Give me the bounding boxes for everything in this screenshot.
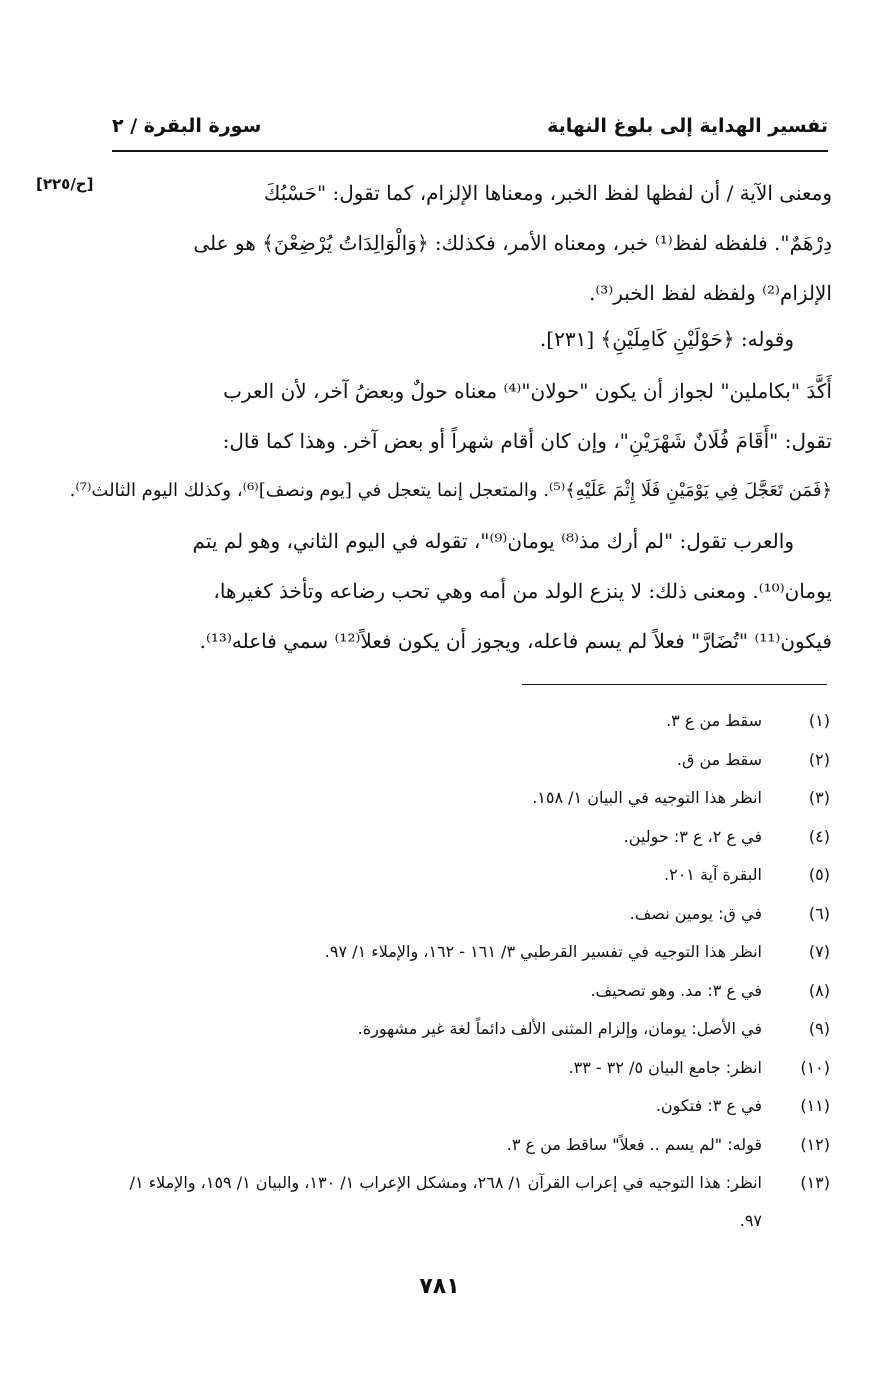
footnote-item — [112, 1164, 830, 1240]
page-number: ٧٨١ — [419, 1274, 460, 1299]
text-line: ومعنى الآية / أن لفظها لفظ الخبر، ومعناها الإلزام، كما تقول: "حَسْبُكَ — [263, 181, 832, 205]
text-line: دِرْهَمٌ". فلفظه لفظ⁽¹⁾ خبر، ومعناه الأمر، فكذلك: ﴿وَالْوَالِدَاتُ يُرْضِعْنَ﴾ هو على — [193, 231, 832, 255]
footnote-number: (٦) — [808, 903, 830, 923]
footnote-text: انظر هذا التوجيه في تفسير القرطبي ٣/ ١٦١ - ١٦٢، والإملاء ١/ ٩٧. — [324, 942, 762, 961]
footnote-number: (٢) — [808, 749, 830, 769]
footnote-text: في ع ٣: فتكون. — [655, 1096, 762, 1115]
footnote-text: انظر: جامع البيان ٥/ ٣٢ - ٣٣. — [568, 1057, 762, 1077]
footnote-number: (٤) — [808, 826, 830, 846]
text-line: ﴿فَمَن تَعَجَّلَ فِي يَوْمَيْنِ فَلَا إِثْمَ عَلَيْهِ﴾⁽⁵⁾. والمتعجل إنما يتعجل في [يوم ونصف]⁽⁶⁾، وكذلك اليوم الثالث⁽⁷⁾. — [69, 480, 832, 501]
text-line: أَكَّدَ "بكاملين" لجواز أن يكون "حولان"⁽⁴⁾ معناه حولٌ وبعضُ آخر، لأن العرب — [223, 379, 832, 403]
paragraph-1 — [108, 168, 832, 318]
footnote-text: سقط من ق. — [676, 749, 762, 769]
footnote-number: (٣) — [808, 788, 830, 807]
text-line: الإلزام⁽²⁾ ولفظه لفظ الخبر⁽³⁾. — [588, 281, 832, 305]
footnotes — [112, 702, 830, 1240]
footnote-item — [112, 702, 830, 741]
footnote-number: (٨) — [808, 980, 830, 1000]
text-line: يومان⁽¹⁰⁾. ومعنى ذلك: لا ينزع الولد من أمه وهي تحب رضاعه وتأخذ كغيرها، — [213, 579, 832, 603]
footnote-text: سقط من ع ٣. — [666, 711, 762, 730]
footnote-separator — [522, 684, 827, 685]
footnote-text: انظر: هذا التوجيه في إعراب القرآن ١/ ٢٦٨، ومشكل الإعراب ١/ ١٣٠، والبيان ١/ ١٥٩، والإملاء ١/ ٩٧. — [129, 1173, 762, 1230]
footnote-item — [112, 741, 830, 780]
footnote-number: (١٠) — [800, 1057, 830, 1077]
text-line: تقول: "أَقَامَ فُلَانٌ شَهْرَيْنِ"، وإن كان أقام شهراً أو بعض آخر. وهذا كما قال: — [222, 429, 832, 453]
header-rule — [112, 150, 828, 152]
footnote-number: (١٢) — [800, 1134, 830, 1154]
footnote-text: في ع ٢، ع ٣: حولين. — [623, 826, 762, 846]
paragraph-4 — [108, 516, 832, 666]
footnote-item — [112, 933, 830, 972]
footnote-number: (١٣) — [800, 1173, 830, 1192]
surah-label: سورة البقرة / ٢ — [112, 115, 262, 137]
footnote-text: البقرة آية ٢٠١. — [664, 865, 762, 884]
footnote-number: (١) — [808, 711, 830, 730]
footnote-number: (١١) — [800, 1096, 830, 1115]
footnote-item — [112, 856, 830, 895]
running-header — [112, 108, 828, 144]
footnote-item — [112, 1087, 830, 1126]
footnote-item — [112, 972, 830, 1011]
footnote-item — [112, 1049, 830, 1088]
footnote-text: في الأصل: يومان، وإلزام المثنى الألف دائماً لغة غير مشهورة. — [357, 1019, 762, 1038]
footnote-item — [112, 818, 830, 857]
footnote-number: (٧) — [808, 942, 830, 961]
text-line: وقوله: ﴿حَوْلَيْنِ كَامِلَيْنِ﴾ [٢٣١]. — [539, 327, 794, 351]
footnote-text: قوله: "لم يسم .. فعلاً" ساقط من ع ٣. — [506, 1134, 762, 1154]
footnote-number: (٥) — [808, 865, 830, 884]
text-line: فيكون⁽¹¹⁾ "تُضَارَّ" فعلاً لم يسم فاعله، ويجوز أن يكون فعلاً⁽¹²⁾ سمي فاعله⁽¹³⁾. — [199, 629, 832, 653]
footnote-item — [112, 895, 830, 934]
paragraph-2 — [108, 314, 832, 364]
footnote-text: في ع ٣: مد. وهو تصحيف. — [590, 980, 762, 1000]
footnote-item — [112, 1010, 830, 1049]
footnote-text: في ق: يومين نصف. — [629, 903, 762, 923]
paragraph-3 — [69, 366, 832, 516]
book-title: تفسير الهداية إلى بلوغ النهاية — [547, 115, 828, 137]
footnote-item — [112, 779, 830, 818]
footnote-number: (٩) — [808, 1019, 830, 1038]
footnote-text: انظر هذا التوجيه في البيان ١/ ١٥٨. — [532, 788, 762, 807]
manuscript-folio-ref: [ح/٢٢٥] — [36, 175, 94, 193]
footnote-item — [112, 1126, 830, 1165]
text-line: والعرب تقول: "لم أرك مذ⁽⁸⁾ يومان⁽⁹⁾"، تقوله في اليوم الثاني، وهو لم يتم — [192, 529, 794, 553]
